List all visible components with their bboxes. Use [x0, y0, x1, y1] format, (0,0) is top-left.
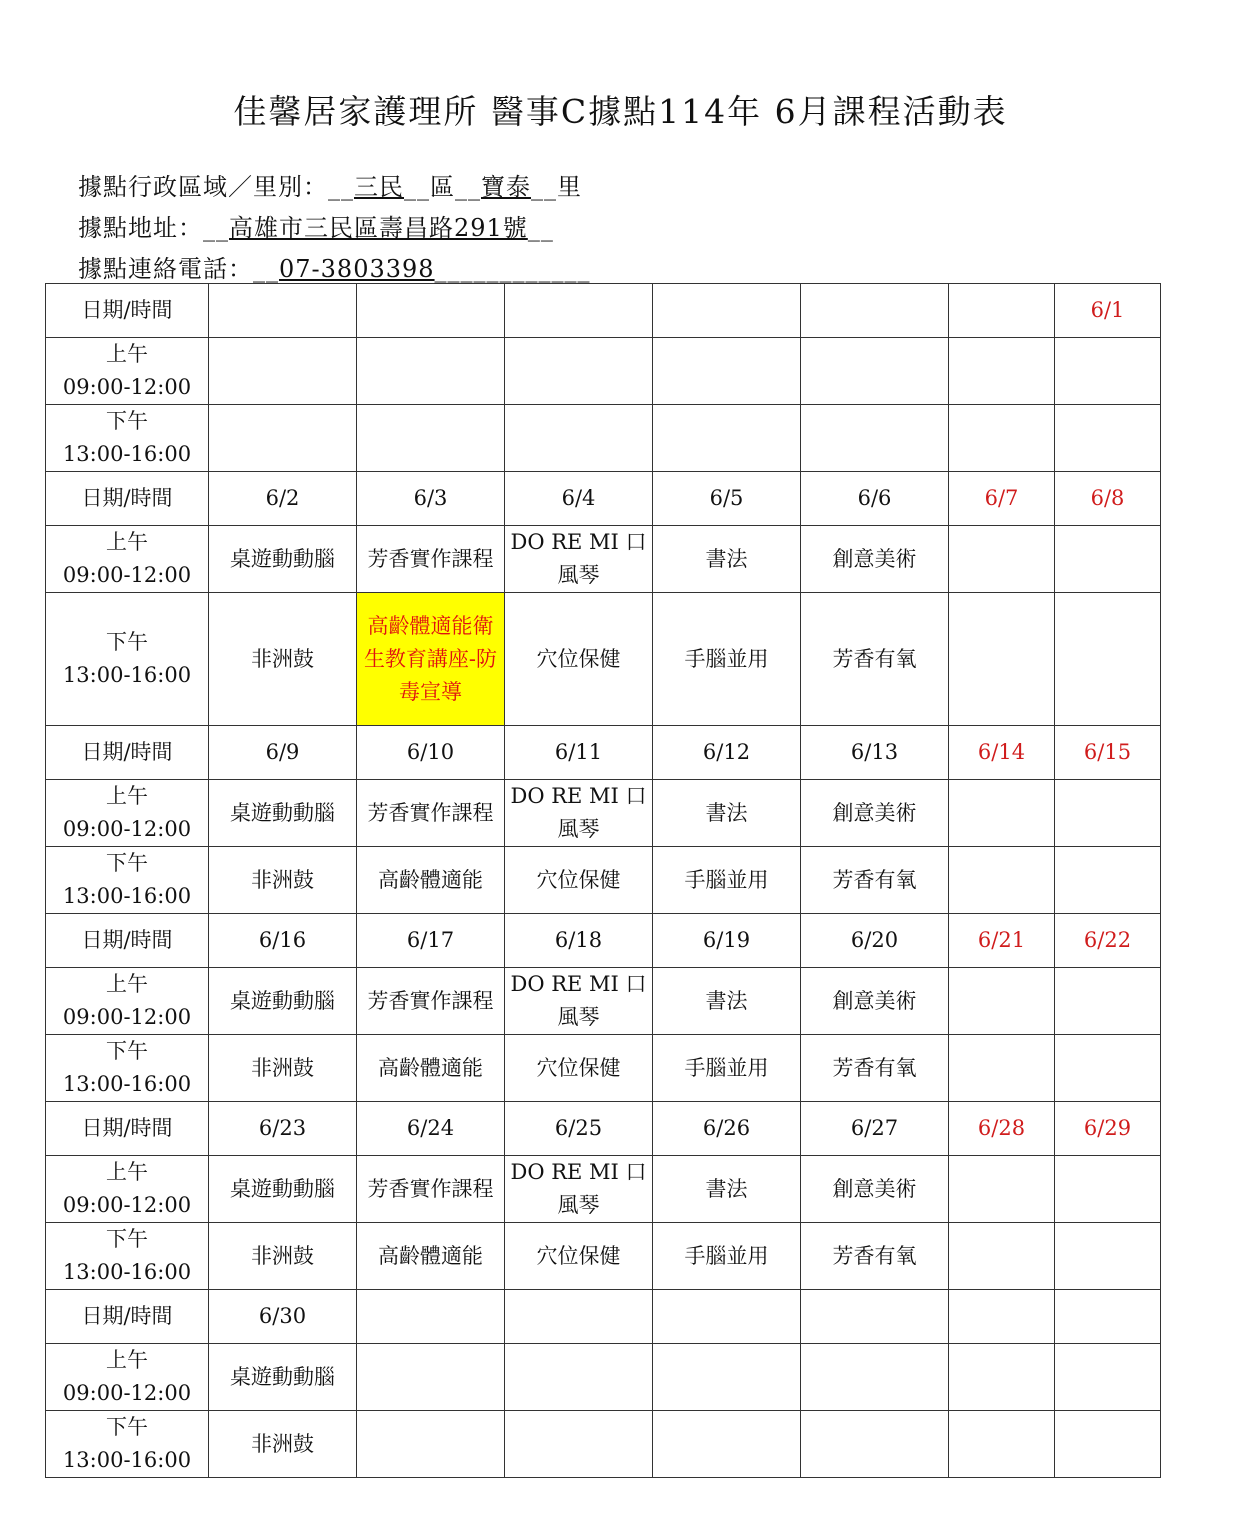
activity-cell: 高齡體適能: [357, 1223, 505, 1290]
pm-row: [46, 847, 1161, 914]
date-cell: 6/1: [1055, 284, 1161, 338]
district-value: 三民: [354, 173, 404, 201]
date-cell: 6/14: [949, 726, 1055, 780]
activity-cell: [949, 847, 1055, 914]
date-time-label: 日期/時間: [46, 1102, 209, 1156]
activity-cell: [949, 526, 1055, 593]
activity-cell: 創意美術: [801, 780, 949, 847]
date-cell: 6/24: [357, 1102, 505, 1156]
activity-cell: 非洲鼓: [209, 1035, 357, 1102]
date-cell: 6/7: [949, 472, 1055, 526]
date-cell: [1055, 1290, 1161, 1344]
date-cell: [209, 284, 357, 338]
pm-name: 下午: [106, 1415, 148, 1439]
activity-cell: [801, 338, 949, 405]
date-cell: [357, 1290, 505, 1344]
date-cell: 6/27: [801, 1102, 949, 1156]
pm-name: 下午: [106, 630, 148, 654]
activity-cell: 桌遊動動腦: [209, 1344, 357, 1411]
page-title: 佳馨居家護理所 醫事C據點114年 6月課程活動表: [233, 92, 1008, 131]
pm-time-label: [46, 593, 209, 726]
activity-cell: [1055, 1156, 1161, 1223]
area-label: 據點行政區域／里別：: [78, 173, 328, 201]
activity-cell: 桌遊動動腦: [209, 526, 357, 593]
activity-cell: 穴位保健: [505, 847, 653, 914]
activity-cell: 芳香有氧: [801, 1035, 949, 1102]
am-row: [46, 1156, 1161, 1223]
phone-label: 據點連絡電話：: [78, 255, 253, 283]
date-cell: 6/19: [653, 914, 801, 968]
am-time-label: [46, 1344, 209, 1411]
pm-name: 下午: [106, 409, 148, 433]
pm-time: 13:00-16:00: [62, 1260, 192, 1284]
date-cell: 6/16: [209, 914, 357, 968]
activity-cell: [801, 1344, 949, 1411]
activity-cell: [1055, 1344, 1161, 1411]
pm-row: [46, 1223, 1161, 1290]
activity-cell: [1055, 593, 1161, 726]
activity-cell: 芳香實作課程: [357, 1156, 505, 1223]
pm-name: 下午: [106, 1039, 148, 1063]
pm-name: 下午: [106, 851, 148, 875]
date-time-label: 日期/時間: [46, 284, 209, 338]
am-row: [46, 968, 1161, 1035]
activity-cell: 桌遊動動腦: [209, 780, 357, 847]
activity-cell: DO RE MI 口風琴: [505, 1156, 653, 1223]
village-suffix: 里: [557, 173, 582, 201]
activity-cell: 芳香有氧: [801, 847, 949, 914]
date-cell: 6/23: [209, 1102, 357, 1156]
activity-cell: [505, 338, 653, 405]
phone-value: 07-3803398: [279, 255, 435, 283]
activity-cell: [505, 1411, 653, 1478]
activity-cell: [357, 1411, 505, 1478]
pm-time-label: [46, 847, 209, 914]
activity-cell: [949, 968, 1055, 1035]
activity-cell: [1055, 1223, 1161, 1290]
activity-cell: [949, 1223, 1055, 1290]
date-row: [46, 914, 1161, 968]
am-row: [46, 526, 1161, 593]
activity-cell: 高齡體適能衛生教育講座-防毒宣導: [357, 593, 505, 726]
date-time-label: 日期/時間: [46, 472, 209, 526]
activity-cell: 書法: [653, 1156, 801, 1223]
district-suffix: 區: [430, 173, 455, 201]
activity-cell: [949, 780, 1055, 847]
activity-cell: 高齡體適能: [357, 1035, 505, 1102]
activity-cell: [357, 338, 505, 405]
date-cell: 6/18: [505, 914, 653, 968]
date-row: [46, 726, 1161, 780]
activity-cell: [653, 338, 801, 405]
date-cell: 6/11: [505, 726, 653, 780]
am-name: 上午: [106, 530, 148, 554]
am-time: 09:00-12:00: [62, 1193, 192, 1217]
date-cell: [801, 284, 949, 338]
activity-cell: 穴位保健: [505, 1035, 653, 1102]
date-row: [46, 284, 1161, 338]
activity-cell: [1055, 1411, 1161, 1478]
date-cell: 6/13: [801, 726, 949, 780]
activity-cell: [653, 1344, 801, 1411]
activity-cell: 書法: [653, 526, 801, 593]
date-time-label: 日期/時間: [46, 1290, 209, 1344]
am-time-label: [46, 1156, 209, 1223]
activity-cell: [1055, 1035, 1161, 1102]
date-cell: 6/12: [653, 726, 801, 780]
activity-cell: [949, 338, 1055, 405]
activity-cell: 桌遊動動腦: [209, 1156, 357, 1223]
date-cell: 6/22: [1055, 914, 1161, 968]
activity-cell: [1055, 526, 1161, 593]
activity-cell: 創意美術: [801, 968, 949, 1035]
date-cell: 6/6: [801, 472, 949, 526]
pm-row: [46, 1411, 1161, 1478]
pm-row: [46, 593, 1161, 726]
activity-cell: [357, 1344, 505, 1411]
pm-time-label: [46, 1223, 209, 1290]
activity-cell: 非洲鼓: [209, 847, 357, 914]
activity-cell: 非洲鼓: [209, 593, 357, 726]
activity-cell: [949, 1411, 1055, 1478]
activity-cell: 桌遊動動腦: [209, 968, 357, 1035]
info-area-line: 據點行政區域／里別：__三民__區__寶泰__里: [78, 173, 582, 201]
activity-cell: DO RE MI 口風琴: [505, 526, 653, 593]
activity-cell: 芳香實作課程: [357, 780, 505, 847]
date-cell: 6/21: [949, 914, 1055, 968]
activity-cell: 書法: [653, 968, 801, 1035]
activity-cell: [357, 405, 505, 472]
address-value: 高雄市三民區壽昌路291號: [229, 214, 528, 242]
pm-time: 13:00-16:00: [62, 442, 192, 466]
am-name: 上午: [106, 342, 148, 366]
activity-cell: [653, 1411, 801, 1478]
activity-cell: [949, 405, 1055, 472]
pm-time: 13:00-16:00: [62, 1072, 192, 1096]
date-cell: 6/15: [1055, 726, 1161, 780]
activity-cell: [209, 338, 357, 405]
date-time-label: 日期/時間: [46, 726, 209, 780]
activity-cell: 芳香有氧: [801, 1223, 949, 1290]
pm-time-label: [46, 1035, 209, 1102]
pm-name: 下午: [106, 1227, 148, 1251]
date-cell: 6/25: [505, 1102, 653, 1156]
date-cell: [653, 284, 801, 338]
schedule-table: [45, 283, 1161, 1478]
pm-time-label: [46, 405, 209, 472]
am-name: 上午: [106, 1160, 148, 1184]
activity-cell: 手腦並用: [653, 593, 801, 726]
activity-cell: [209, 405, 357, 472]
activity-cell: 芳香有氧: [801, 593, 949, 726]
date-time-label: 日期/時間: [46, 914, 209, 968]
am-row: [46, 1344, 1161, 1411]
activity-cell: 高齡體適能: [357, 847, 505, 914]
activity-cell: 非洲鼓: [209, 1411, 357, 1478]
activity-cell: [949, 1035, 1055, 1102]
pm-row: [46, 1035, 1161, 1102]
date-cell: 6/4: [505, 472, 653, 526]
date-cell: 6/17: [357, 914, 505, 968]
date-cell: 6/8: [1055, 472, 1161, 526]
date-cell: 6/30: [209, 1290, 357, 1344]
activity-cell: 芳香實作課程: [357, 526, 505, 593]
am-name: 上午: [106, 1348, 148, 1372]
activity-cell: [1055, 338, 1161, 405]
address-label: 據點地址：: [78, 214, 203, 242]
activity-cell: 芳香實作課程: [357, 968, 505, 1035]
activity-cell: 書法: [653, 780, 801, 847]
activity-cell: 非洲鼓: [209, 1223, 357, 1290]
activity-cell: 創意美術: [801, 526, 949, 593]
activity-cell: [505, 1344, 653, 1411]
activity-cell: 手腦並用: [653, 1223, 801, 1290]
date-cell: [653, 1290, 801, 1344]
date-cell: 6/29: [1055, 1102, 1161, 1156]
date-cell: 6/28: [949, 1102, 1055, 1156]
activity-cell: [801, 405, 949, 472]
pm-time-label: [46, 1411, 209, 1478]
am-time-label: [46, 780, 209, 847]
activity-cell: [949, 593, 1055, 726]
am-time: 09:00-12:00: [62, 1005, 192, 1029]
activity-cell: 創意美術: [801, 1156, 949, 1223]
date-cell: [949, 1290, 1055, 1344]
date-row: [46, 1102, 1161, 1156]
village-value: 寶泰: [481, 173, 531, 201]
date-row: [46, 472, 1161, 526]
pm-row: [46, 405, 1161, 472]
activity-cell: DO RE MI 口風琴: [505, 780, 653, 847]
am-name: 上午: [106, 784, 148, 808]
activity-cell: 手腦並用: [653, 1035, 801, 1102]
activity-cell: [653, 405, 801, 472]
am-name: 上午: [106, 972, 148, 996]
date-cell: 6/10: [357, 726, 505, 780]
date-cell: 6/26: [653, 1102, 801, 1156]
date-cell: 6/9: [209, 726, 357, 780]
pm-time: 13:00-16:00: [62, 663, 192, 687]
info-phone-line: 據點連絡電話：__07-3803398____________: [78, 255, 591, 283]
activity-cell: [949, 1156, 1055, 1223]
info-address-line: 據點地址：__高雄市三民區壽昌路291號__: [78, 214, 554, 242]
activity-cell: [1055, 780, 1161, 847]
activity-cell: 穴位保健: [505, 1223, 653, 1290]
date-cell: [949, 284, 1055, 338]
am-time-label: [46, 968, 209, 1035]
am-time: 09:00-12:00: [62, 1381, 192, 1405]
am-time: 09:00-12:00: [62, 563, 192, 587]
am-time-label: [46, 526, 209, 593]
date-row: [46, 1290, 1161, 1344]
activity-cell: [505, 405, 653, 472]
activity-cell: [1055, 847, 1161, 914]
am-time-label: [46, 338, 209, 405]
activity-cell: [949, 1344, 1055, 1411]
activity-cell: [1055, 405, 1161, 472]
activity-cell: 穴位保健: [505, 593, 653, 726]
activity-cell: [801, 1411, 949, 1478]
date-cell: [505, 1290, 653, 1344]
am-row: [46, 780, 1161, 847]
date-cell: 6/2: [209, 472, 357, 526]
am-row: [46, 338, 1161, 405]
date-cell: [801, 1290, 949, 1344]
date-cell: 6/20: [801, 914, 949, 968]
date-cell: [505, 284, 653, 338]
pm-time: 13:00-16:00: [62, 884, 192, 908]
date-cell: [357, 284, 505, 338]
am-time: 09:00-12:00: [62, 817, 192, 841]
date-cell: 6/5: [653, 472, 801, 526]
activity-cell: DO RE MI 口風琴: [505, 968, 653, 1035]
am-time: 09:00-12:00: [62, 375, 192, 399]
pm-time: 13:00-16:00: [62, 1448, 192, 1472]
activity-cell: 手腦並用: [653, 847, 801, 914]
date-cell: 6/3: [357, 472, 505, 526]
activity-cell: [1055, 968, 1161, 1035]
